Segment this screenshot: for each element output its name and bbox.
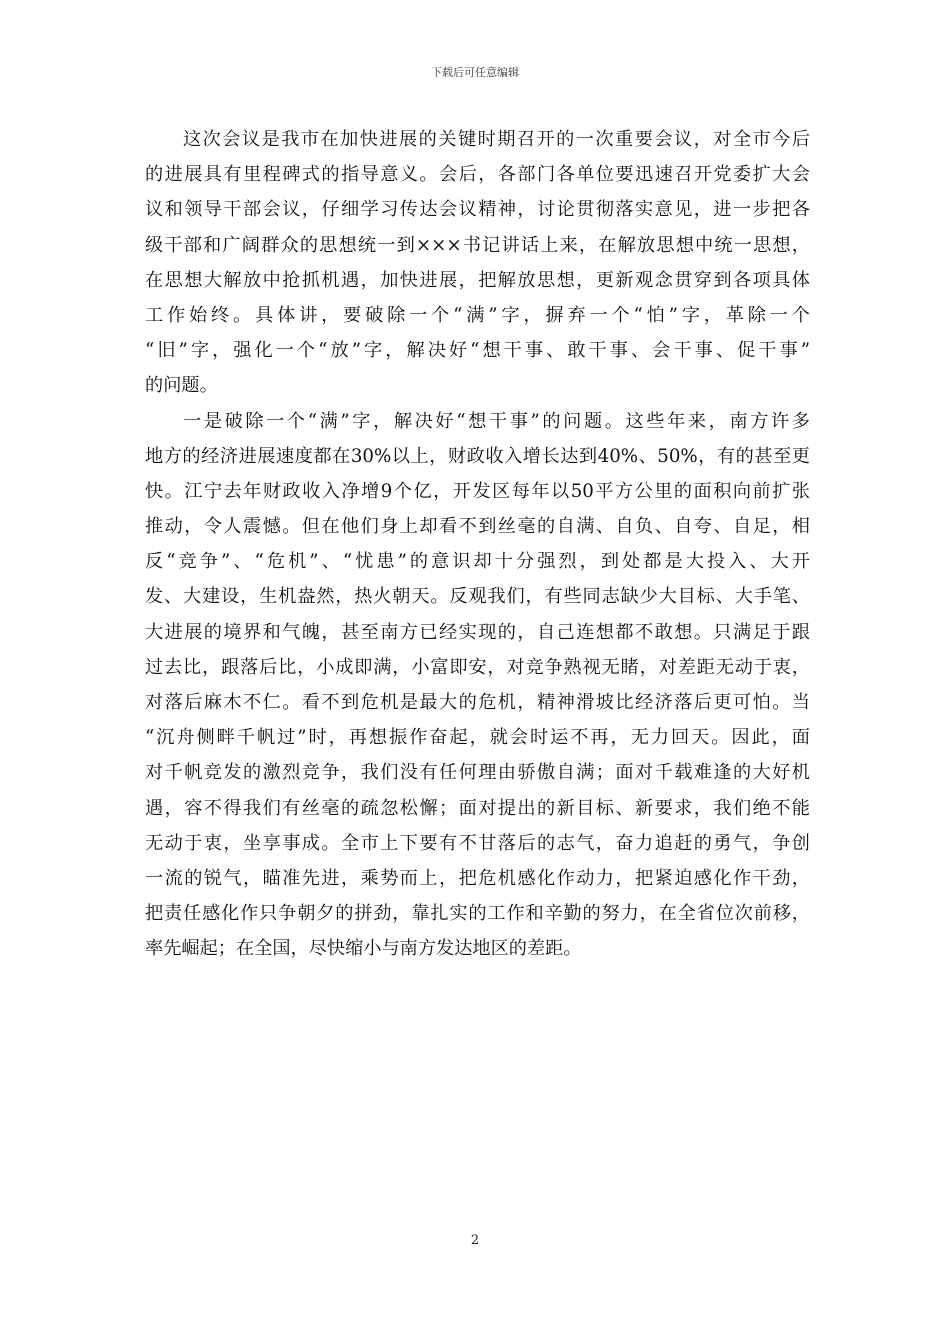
document-body — [145, 122, 810, 967]
text-line: 对千帆竞发的激烈竞争，我们没有任何理由骄傲自满；面对千载难逢的大好机 — [145, 762, 810, 784]
text-line: 快。江宁去年财政收入净增9个亿，开发区每年以50平方公里的面积向前扩张 — [145, 480, 810, 502]
paragraph-2 — [145, 404, 810, 967]
page-header: 下载后可任意编辑 — [431, 66, 519, 79]
text-line: 议和领导干部会议，仔细学习传达会议精神，讨论贯彻落实意见，进一步把各 — [145, 199, 810, 221]
page-number: 2 — [470, 1233, 480, 1248]
text-line: 无动于衷，坐享事成。全市上下要有不甘落后的志气，奋力追赶的勇气，争创 — [145, 832, 810, 854]
text-line: 遇，容不得我们有丝毫的疏忽松懈；面对提出的新目标、新要求，我们绝不能 — [145, 797, 810, 819]
text-line: 工作始终。具体讲，要破除一个“满”字，摒弃一个“怕”字，革除一个 — [145, 304, 810, 326]
text-line: 对落后麻木不仁。看不到危机是最大的危机，精神滑坡比经济落后更可怕。当 — [145, 692, 810, 713]
text-line: 的进展具有里程碑式的指导意义。会后，各部门各单位要迅速召开党委扩大会 — [145, 164, 810, 186]
text-line: 这次会议是我市在加快进展的关键时期召开的一次重要会议，对全市今后 — [183, 129, 810, 150]
text-line: 把责任感化作只争朝夕的拼劲，靠扎实的工作和辛勤的努力，在全省位次前移， — [145, 903, 810, 925]
text-line: “旧”字，强化一个“放”字，解决好“想干事、敢干事、会干事、促干事” — [145, 340, 810, 362]
text-line: 地方的经济进展速度都在30%以上，财政收入增长达到40%、50%，有的甚至更 — [145, 445, 810, 467]
text-line: 的问题。 — [145, 375, 218, 397]
text-line: 率先崛起；在全国，尽快缩小与南方发达地区的差距。 — [145, 938, 582, 960]
text-line: 发、大建设，生机盎然，热火朝天。反观我们，有些同志缺少大目标、大手笔、 — [145, 586, 810, 608]
paragraph-1 — [145, 122, 810, 404]
text-line: 一是破除一个“满”字，解决好“想干事”的问题。这些年来，南方许多 — [183, 410, 810, 432]
text-line: 反“竞争”、“危机”、“忧患”的意识却十分强烈，到处都是大投入、大开 — [145, 551, 810, 573]
text-line: 过去比，跟落后比，小成即满，小富即安，对竞争熟视无睹，对差距无动于衷， — [145, 656, 810, 678]
text-line: 推动，令人震憾。但在他们身上却看不到丝毫的自满、自负、自夸、自足，相 — [145, 516, 810, 538]
text-line: 大进展的境界和气魄，甚至南方已经实现的，自己连想都不敢想。只满足于跟 — [145, 621, 810, 643]
text-line: 在思想大解放中抢抓机遇，加快进展，把解放思想，更新观念贯穿到各项具体 — [145, 269, 810, 291]
text-line: 级干部和广阔群众的思想统一到×××书记讲话上来，在解放思想中统一思想， — [145, 234, 810, 256]
text-line: 一流的锐气，瞄准先进，乘势而上，把危机感化作动力，把紧迫感化作干劲， — [145, 867, 810, 889]
text-line: “沉舟侧畔千帆过”时，再想振作奋起，就会时运不再，无力回天。因此，面 — [145, 727, 810, 749]
